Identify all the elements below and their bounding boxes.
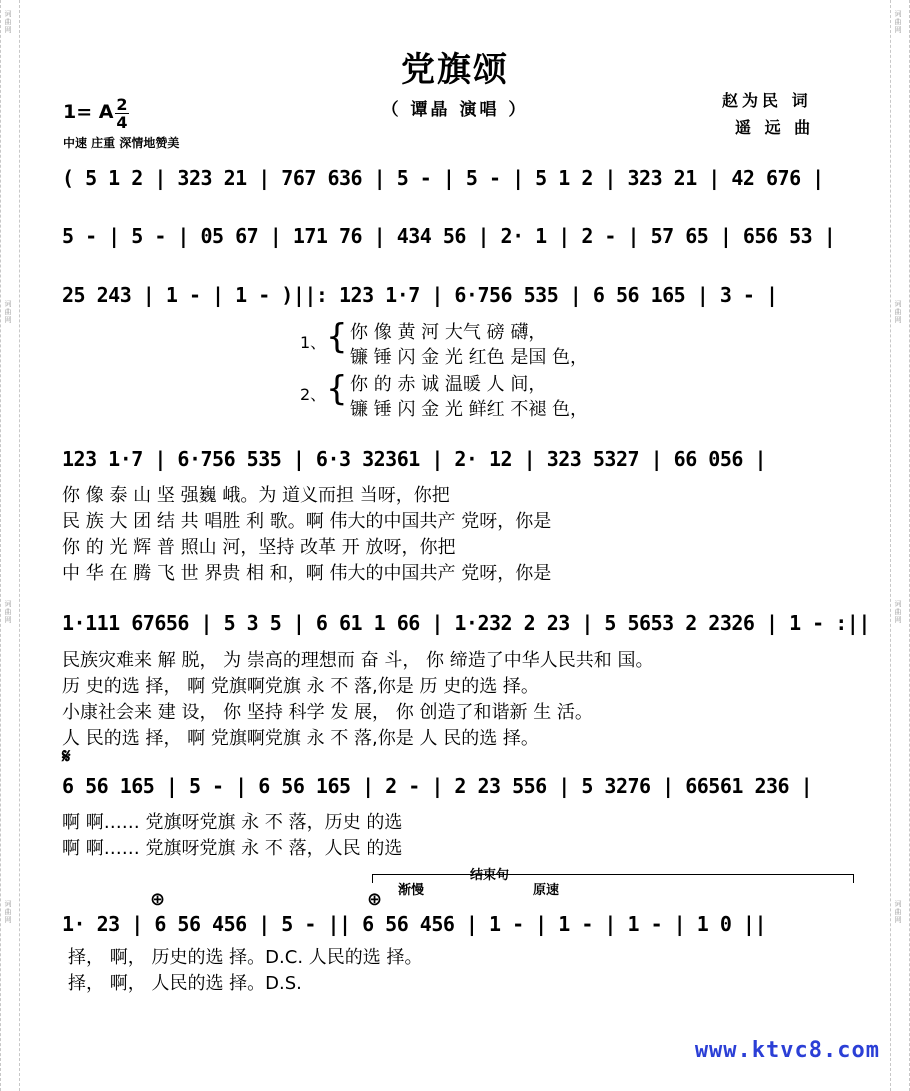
side-watermark: 词曲网 <box>4 10 12 34</box>
site-watermark-text: www.ktvc8.com <box>694 1038 880 1063</box>
coda-sign: ⊕ <box>367 889 383 910</box>
verse-brace-2: { <box>326 369 348 409</box>
notation-row-3: 25 243 | 1 - | 1 - )||: 123 1·7 | 6·756 535 | 6 56 165 | 3 - | <box>62 283 778 307</box>
ending-bracket <box>372 874 854 883</box>
side-watermark: 词曲网 <box>4 600 12 624</box>
notation-row-5: 1·111 67656 | 5 3 5 | 6 61 1 66 | 1·232 2 23 | 5 5653 2 2326 | 1 - :|| <box>62 611 870 635</box>
side-watermark: 词曲网 <box>894 300 902 324</box>
time-signature <box>115 97 129 130</box>
composer-credit: 遥 远 曲 <box>735 118 815 137</box>
right-margin-strip <box>890 0 910 1091</box>
verse-label-2: 2、 <box>300 385 327 404</box>
lyric-row-6-line-2: 啊 啊…… 党旗呀党旗 永 不 落，人民 的选 <box>62 838 403 859</box>
lyric-row-4-line-4: 中 华 在 腾 飞 世 界贵 相 和，啊 伟大的中国共产 党呀，你是 <box>62 563 552 584</box>
song-title: 党旗颂 <box>401 50 509 90</box>
side-watermark: 词曲网 <box>894 10 902 34</box>
verse-1-line-a: 你 像 黄 河 大气 磅 礴， <box>350 322 547 343</box>
notation-row-6: 6 56 165 | 5 - | 6 56 165 | 2 - | 2 23 556 | 5 3276 | 66561 236 | <box>62 774 813 798</box>
verse-2-line-b: 镰 锤 闪 金 光 鲜红 不褪 色， <box>350 399 589 420</box>
tempo-marking: 中速 庄重 深情地赞美 <box>63 136 180 150</box>
lyric-row-7-line-1: 择， 啊， 历史的选 择。D.C. 人民的选 择。 <box>68 947 423 968</box>
lyric-row-4-line-3: 你 的 光 辉 普 照山 河，坚持 改革 开 放呀，你把 <box>62 537 456 558</box>
segno-sign: 𝄋 <box>62 744 71 768</box>
notation-row-2: 5 - | 5 - | 05 67 | 171 76 | 434 56 | 2· 1 | 2 - | 57 65 | 656 53 | <box>62 224 836 248</box>
lyric-row-6-line-1: 啊 啊…… 党旗呀党旗 永 不 落，历史 的选 <box>62 812 403 833</box>
lyric-row-7-line-2: 择， 啊， 人民的选 择。D.S. <box>68 973 302 994</box>
lyric-row-5-line-3: 小康社会来 建 设， 你 坚持 科学 发 展， 你 创造了和谐新 生 活。 <box>62 702 593 723</box>
side-watermark: 词曲网 <box>894 600 902 624</box>
lyric-row-5-line-4: 人 民的选 择， 啊 党旗啊党旗 永 不 落,你是 人 民的选 择。 <box>62 728 539 749</box>
lyric-row-5-line-1: 民族灾难来 解 脱， 为 崇高的理想而 奋 斗， 你 缔造了中华人民共和 国。 <box>62 650 654 671</box>
verse-2-line-a: 你 的 赤 诚 温暖 人 间， <box>350 374 547 395</box>
lyric-row-4-line-2: 民 族 大 团 结 共 唱胜 利 歌。啊 伟大的中国共产 党呀，你是 <box>62 511 552 532</box>
time-signature-top: 2 <box>116 95 128 114</box>
lyric-row-4-line-1: 你 像 泰 山 坚 强巍 峨。为 道义而担 当呀，你把 <box>62 485 450 506</box>
site-watermark[interactable] <box>695 1038 880 1063</box>
lyric-row-5-line-2: 历 史的选 择， 啊 党旗啊党旗 永 不 落,你是 历 史的选 择。 <box>62 676 539 697</box>
notation-row-4: 123 1·7 | 6·756 535 | 6·3 32361 | 2· 12 | 323 5327 | 66 056 | <box>62 447 767 471</box>
left-margin-strip <box>0 0 20 1091</box>
side-watermark: 词曲网 <box>894 900 902 924</box>
notation-row-1: ( 5 1 2 | 323 21 | 767 636 | 5 - | 5 - | 5 1 2 | 323 21 | 42 676 | <box>62 166 824 190</box>
verse-label-1: 1、 <box>300 333 327 352</box>
notation-row-7: 1· 23 | 6 56 456 | 5 - || 6 56 456 | 1 - | 1 - | 1 - | 1 0 || <box>62 912 767 936</box>
time-signature-bottom: 4 <box>116 113 128 132</box>
verse-brace-1: { <box>326 317 348 357</box>
side-watermark: 词曲网 <box>4 300 12 324</box>
side-watermark: 词曲网 <box>4 900 12 924</box>
coda-sign: ⊕ <box>150 889 166 910</box>
key-signature: 1= A <box>63 101 114 123</box>
tempo-slower: 渐慢 <box>398 883 425 898</box>
verse-1-line-b: 镰 锤 闪 金 光 红色 是国 色， <box>350 347 589 368</box>
lyricist-credit: 赵为民 词 <box>722 91 812 110</box>
tempo-a-tempo: 原速 <box>533 883 560 898</box>
singer-credit: （ 谭晶 演唱 ） <box>381 100 529 120</box>
ending-label: 结束句 <box>470 868 510 883</box>
